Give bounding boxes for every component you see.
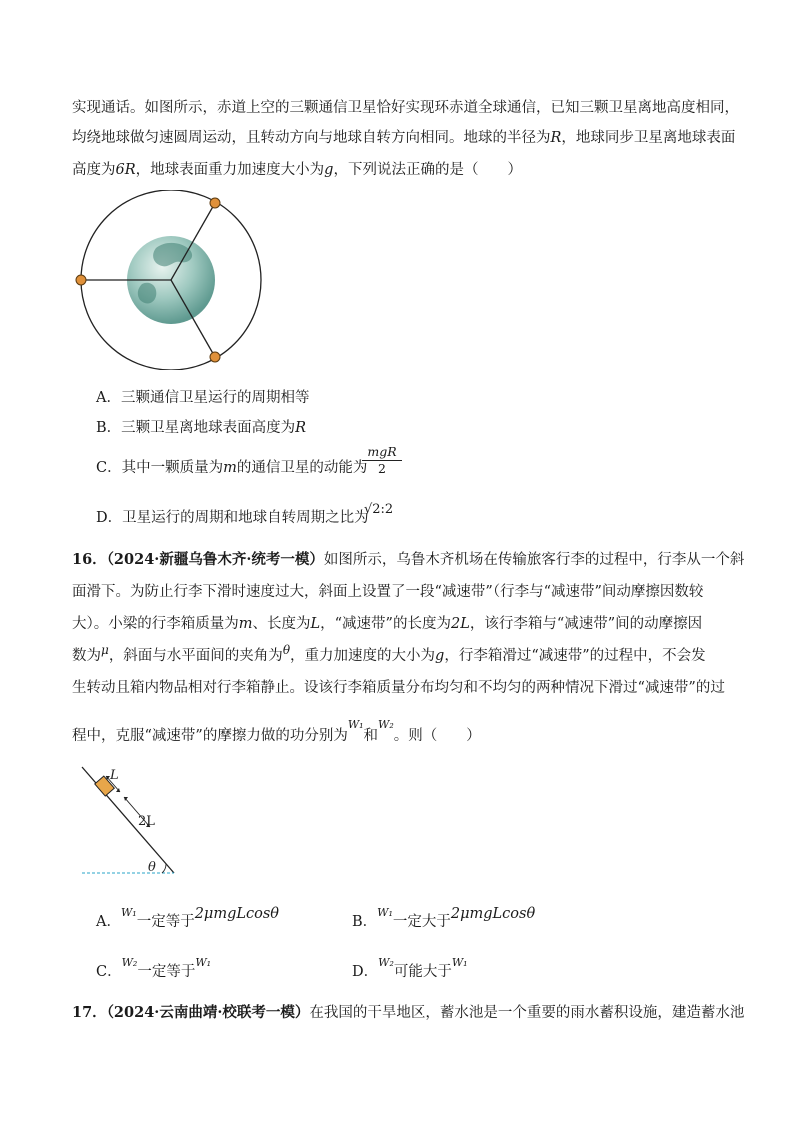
satellite-top-right [210,198,220,208]
label-2L: 2L [138,814,155,829]
q16-line-6: 程中，克服“减速带”的摩擦力做的功分别为$^{W_1}$和$^{W_2}$。则（ ） [72,718,481,744]
q15-option-d-expr: √2:2 [364,502,394,517]
q16-option-c: C．$^{W_2}$一定等于$^{W_1}$ [96,956,212,980]
label-theta: θ [148,860,156,875]
q17-line-1: 17．（2024·云南曲靖·校联考一模）在我国的干旱地区，蓄水池是一个重要的雨水蓄积设施，建造蓄水池 [72,1004,745,1021]
q15-option-b: B．三颗卫星离地球表面高度为R [96,420,307,436]
q15-option-c: C．其中一颗质量为m的通信卫星的动能为 [96,460,368,476]
q16-line-4: 数为$^\mu$，斜面与水平面间的夹角为$^\theta$，重力加速度的大小为g，行李箱滑过“减速带”的过程中，不会发 [72,643,706,664]
satellite-orbit-figure [70,190,270,370]
q16-option-b: B．$^{W_1}$一定大于2μmgLcosθ [352,906,536,930]
q16-line-2: 面滑下。为防止行李下滑时速度过大，斜面上设置了一段“减速带”（行李与“减速带”间动摩擦因数较 [72,584,704,600]
incline-figure [80,765,190,880]
intro-line-2: 均绕地球做匀速圆周运动，且转动方向与地球自转方向相同。地球的半径为R，地球同步卫星离地球表面 [72,130,736,146]
q15-option-d: D．卫星运行的周期和地球自转周期之比为 [96,510,369,526]
q16-option-d: D．$^{W_2}$可能大于$^{W_1}$ [352,956,468,980]
q15-option-c-fraction: mgR 2 [362,444,402,477]
satellite-bottom-right [210,352,220,362]
q16-line-5: 生转动且箱内物品相对行李箱静止。设该行李箱质量分布均匀和不均匀的两种情况下滑过“减速带”的过 [72,680,725,696]
intro-line-3: 高度为6R，地球表面重力加速度大小为g，下列说法正确的是（ ） [72,162,522,178]
q16-line-3: 大）。小梁的行李箱质量为m、长度为L，“减速带”的长度为2L，该行李箱与“减速带”间的动摩擦因 [72,616,703,632]
q16-option-a: A．$^{W_1}$一定等于2μmgLcosθ [96,906,280,930]
angle-arc [162,864,166,873]
q15-option-a: A．三颗通信卫星运行的周期相等 [96,390,310,406]
intro-line-1: 实现通话。如图所示，赤道上空的三颗通信卫星恰好实现环赤道全球通信，已知三颗卫星离地高度相同， [72,100,739,116]
satellite-left [76,275,86,285]
label-L: L [110,768,119,783]
q16-line-1: 16．（2024·新疆乌鲁木齐·统考一模）如图所示，乌鲁木齐机场在传输旅客行李的过程中，行李从一个斜 [72,551,745,568]
